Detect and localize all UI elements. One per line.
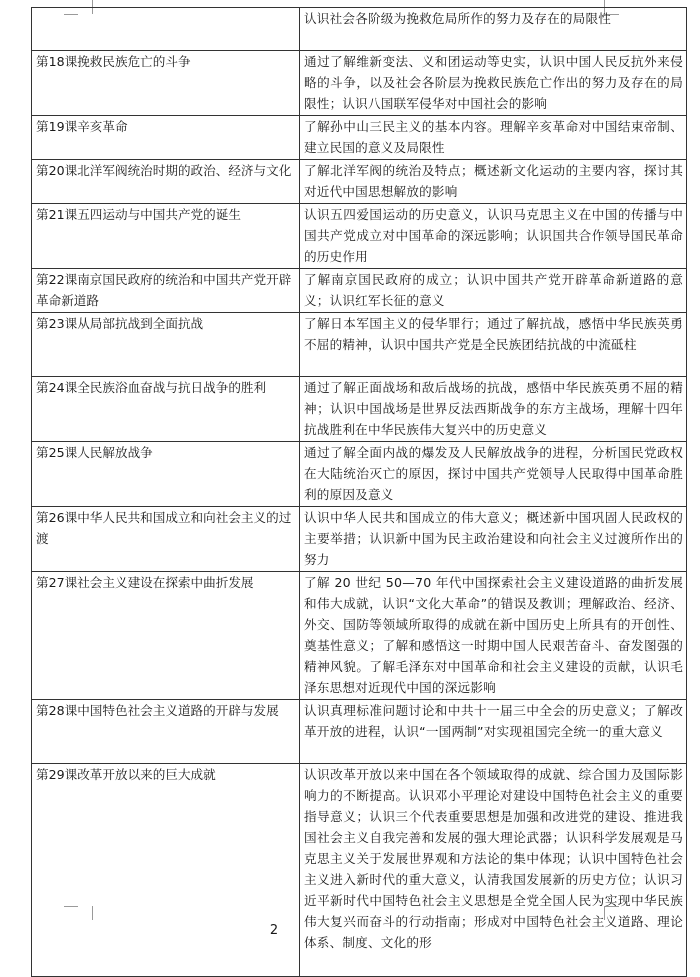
table-row — [32, 507, 687, 572]
page-number-text: 2 — [269, 923, 279, 938]
table-row — [32, 160, 687, 204]
requirement-cell: 认识社会各阶级为挽救危局所作的努力及存在的局限性 — [300, 8, 687, 51]
lesson-cell: 第24课全民族浴血奋战与抗日战争的胜利 — [32, 377, 300, 442]
table-row — [32, 116, 687, 160]
lesson-cell: 第20课北洋军阀统治时期的政治、经济与文化 — [32, 160, 300, 204]
requirement-cell: 了解孙中山三民主义的基本内容。理解辛亥革命对中国结束帝制、建立民国的意义及局限性 — [300, 116, 687, 160]
table-row — [32, 700, 687, 764]
lesson-cell: 第21课五四运动与中国共产党的诞生 — [32, 204, 300, 269]
requirement-cell: 认识中华人民共和国成立的伟大意义；概述新中国巩固人民政权的主要举措；认识新中国为民主政治建设和向社会主义过渡所作出的努力 — [300, 507, 687, 572]
requirement-cell: 了解南京国民政府的成立；认识中国共产党开辟革命新道路的意义；认识红军长征的意义 — [300, 269, 687, 313]
lesson-cell: 第18课挽救民族危亡的斗争 — [32, 51, 300, 116]
requirement-cell: 通过了解正面战场和敌后战场的抗战，感悟中华民族英勇不屈的精神；认识中国战场是世界反法西斯战争的东方主战场，理解十四年抗战胜利在中华民族伟大复兴中的历史意义 — [300, 377, 687, 442]
requirement-cell: 了解北洋军阀的统治及特点；概述新文化运动的主要内容，探讨其对近代中国思想解放的影响 — [300, 160, 687, 204]
requirement-cell: 认识五四爱国运动的历史意义，认识马克思主义在中国的传播与中国共产党成立对中国革命的深远影响；认识国共合作领导国民革命的历史作用 — [300, 204, 687, 269]
requirement-cell: 了解日本军国主义的侵华罪行；通过了解抗战，感悟中华民族英勇不屈的精神，认识中国共产党是全民族团结抗战的中流砥柱 — [300, 313, 687, 377]
lesson-cell — [32, 8, 300, 51]
requirement-cell: 了解 20 世纪 50—70 年代中国探索社会主义建设道路的曲折发展和伟大成就，认识“文化大革命”的错误及教训；理解政治、经济、外交、国防等领域所取得的成就在新中国历史上所具有的开创性、奠基性意义；了解和感悟这一时期中国人民艰苦奋斗、奋发图强的精神风貌。了解毛泽东对中国革命和社会主义建设的贡献，认识毛泽东思想对近现代中国的深远影响 — [300, 572, 687, 700]
lesson-cell: 第19课辛亥革命 — [32, 116, 300, 160]
table-row — [32, 8, 687, 51]
table-row — [32, 51, 687, 116]
requirement-cell: 认识改革开放以来中国在各个领域取得的成就、综合国力及国际影响力的不断提高。认识邓小平理论对建设中国特色社会主义的重要指导意义；认识三个代表重要思想是加强和改进党的建设、推进我国社会主义自我完善和发展的强大理论武器；认识科学发展观是马克思主义关于发展世界观和方法论的集中体现；认识中国特色社会主义进入新时代的重大意义，认清我国发展新的历史方位；认识习近平新时代中国特色社会主义思想是全党全国人民为实现中华民族伟大复兴而奋斗的行动指南；形成对中国特色社会主义道路、理论体系、制度、文化的形 — [300, 764, 687, 977]
table-row — [32, 204, 687, 269]
lesson-cell: 第22课南京国民政府的统治和中国共产党开辟革命新道路 — [32, 269, 300, 313]
lesson-cell: 第23课从局部抗战到全面抗战 — [32, 313, 300, 377]
table-row — [32, 572, 687, 700]
lesson-cell: 第26课中华人民共和国成立和向社会主义的过渡 — [32, 507, 300, 572]
curriculum-table — [31, 7, 687, 977]
requirement-cell: 通过了解维新变法、义和团运动等史实，认识中国人民反抗外来侵略的斗争，以及社会各阶层为挽救民族危亡作出的努力及存在的局限性；认识八国联军侵华对中国社会的影响 — [300, 51, 687, 116]
table-row — [32, 269, 687, 313]
lesson-cell: 第25课人民解放战争 — [32, 442, 300, 507]
table-row — [32, 377, 687, 442]
requirement-cell: 认识真理标准问题讨论和中共十一届三中全会的历史意义；了解改革开放的进程，认识“一国两制”对实现祖国完全统一的重大意义 — [300, 700, 687, 764]
requirement-cell: 通过了解全面内战的爆发及人民解放战争的进程，分析国民党政权在大陆统治灭亡的原因，探讨中国共产党领导人民取得中国革命胜利的原因及意义 — [300, 442, 687, 507]
page-number — [0, 923, 700, 938]
table-row — [32, 313, 687, 377]
lesson-cell: 第27课社会主义建设在探索中曲折发展 — [32, 572, 300, 700]
lesson-cell: 第29课改革开放以来的巨大成就 — [32, 764, 300, 977]
table-row — [32, 764, 687, 977]
lesson-cell: 第28课中国特色社会主义道路的开辟与发展 — [32, 700, 300, 764]
table-row — [32, 442, 687, 507]
